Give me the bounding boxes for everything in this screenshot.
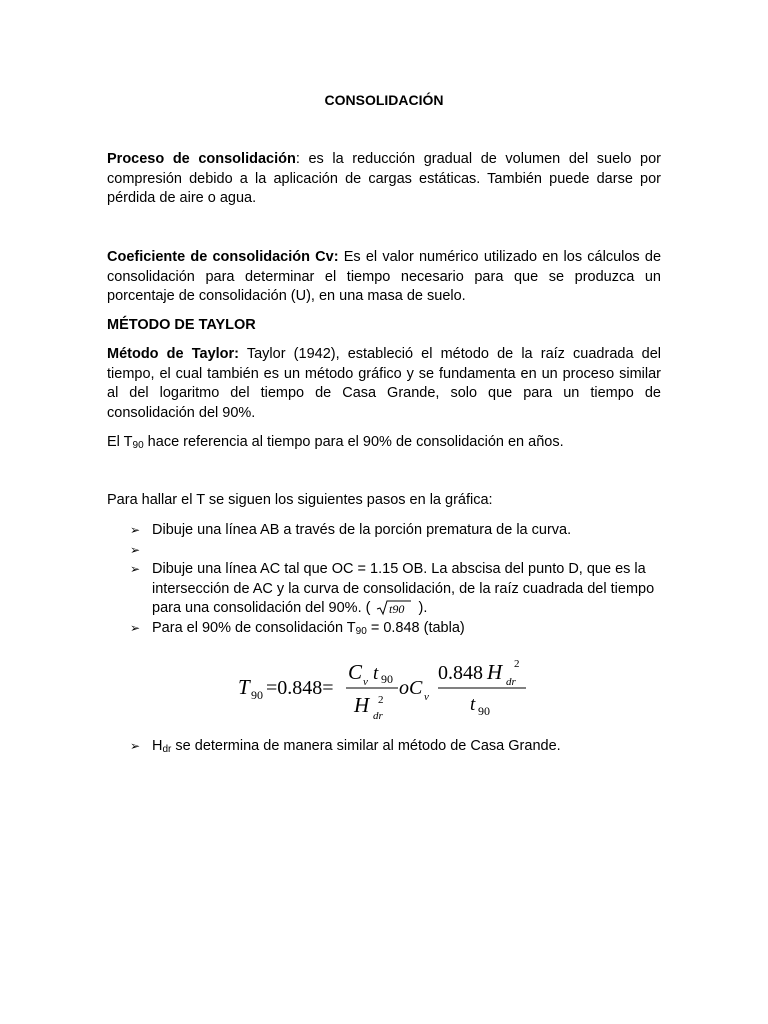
t90-formula [236, 655, 536, 725]
hdr-sub: dr [162, 744, 172, 755]
formula-oC: oC [399, 677, 423, 699]
list-item [130, 521, 662, 541]
formula-v: v [363, 676, 368, 688]
step-text: Dibuje una línea AB a través de la porción prematura de la curva. [152, 522, 572, 538]
section-heading-taylor: MÉTODO DE TAYLOR [107, 317, 256, 333]
t90-pre: El T [107, 434, 133, 450]
hdr-paragraph [130, 737, 662, 758]
list-item [130, 560, 662, 619]
proceso-paragraph [107, 150, 661, 209]
taylor-label: Método de Taylor: [107, 346, 239, 362]
t90-paragraph [107, 433, 661, 454]
arrow-bullet-icon: ➢ [130, 562, 141, 576]
t90-post: hace referencia al tiempo para el 90% de consolidación en años. [143, 434, 564, 450]
steps-intro: Para hallar el T se siguen los siguientes pasos en la gráfica: [107, 492, 493, 508]
coeficiente-text: Es el valor numérico utilizado en los cálculos de consolidación para determinar el tiempo necesario para que se produzca un porcentaje de consolidación (U), en una masa de suelo. [107, 249, 662, 304]
hdr-post: se determina de manera similar al método de Casa Grande. [171, 738, 561, 754]
steps-list [130, 521, 662, 639]
formula-dr2: dr [506, 676, 516, 688]
coeficiente-label: Coeficiente de consolidación Cv: [107, 249, 339, 265]
list-item [130, 619, 662, 640]
list-item [130, 541, 662, 561]
proceso-label: Proceso de consolidación [107, 151, 296, 167]
arrow-bullet-icon: ➢ [130, 523, 141, 537]
formula-H2: H [487, 660, 503, 684]
formula-t2-sub: 90 [478, 704, 490, 718]
formula-num2: 0.848 [438, 662, 483, 684]
formula-t-sub: 90 [381, 672, 393, 686]
sqrt-t90-text: t90 [389, 602, 405, 617]
formula-sq: 2 [378, 694, 384, 706]
arrow-bullet-icon: ➢ [130, 620, 141, 635]
step-text: Dibuje una línea AC tal que OC = 1.15 OB. La abscisa del punto D, que es la intersección de AC y la curva de consolidación, de la raíz cuadrada del tiempo para una consolidación del 90%. ( [152, 561, 655, 616]
taylor-paragraph [107, 345, 661, 423]
formula-t: t [373, 663, 379, 684]
step-sub: 90 [355, 625, 367, 637]
step-text-end: = 0.848 (tabla) [366, 619, 465, 636]
coeficiente-paragraph [107, 248, 661, 307]
arrow-bullet-icon: ➢ [130, 542, 141, 557]
step-text: Para el 90% de consolidación T [152, 619, 356, 636]
formula-t2: t [470, 694, 476, 715]
formula-H: H [354, 693, 370, 717]
taylor-text: Taylor (1942), estableció el método de la raíz cuadrada del tiempo, el cual también es un método gráfico y se fundamenta en un proceso similar al del logaritmo del tiempo de Casa Grande, solo que para un tiempo de consolidación del 90%. [107, 346, 661, 421]
formula-eq: =0.848= [266, 677, 334, 699]
formula-dr: dr [373, 710, 383, 722]
formula-oC-v: v [424, 691, 429, 703]
formula-T-sub: 90 [251, 688, 263, 702]
sqrt-t90-icon [376, 600, 412, 616]
formula-sq2: 2 [514, 658, 520, 670]
hdr-pre: H [152, 738, 163, 754]
page-title: CONSOLIDACIÓN [324, 92, 444, 108]
proceso-text: : es la reducción gradual de volumen del suelo por compresión debido a la aplicación de cargas estáticas. También puede darse por pérdida de aire o agua. [107, 151, 661, 206]
step-text-end: ). [414, 600, 428, 616]
formula-Cv: C [348, 660, 363, 684]
arrow-bullet-icon: ➢ [130, 739, 141, 753]
formula-T: T [238, 675, 250, 699]
t90-sub: 90 [132, 440, 144, 451]
